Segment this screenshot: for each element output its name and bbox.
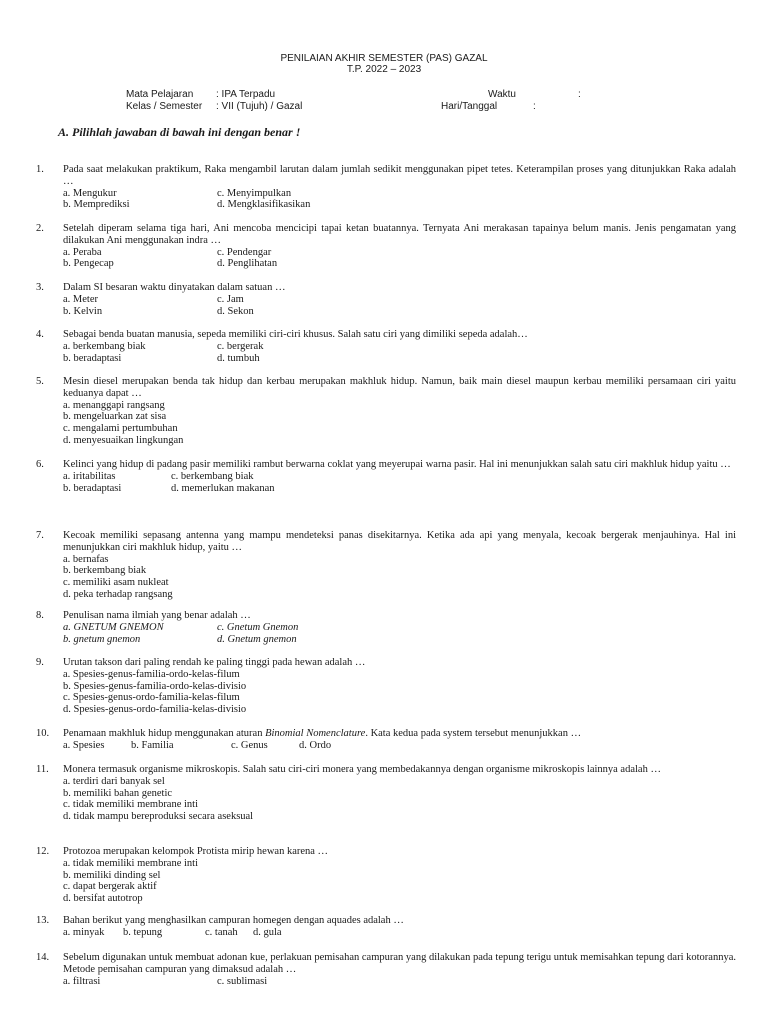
answer-options bbox=[63, 976, 736, 988]
question-text: Pada saat melakukan praktikum, Raka mengambil larutan dalam jumlah sedikit menggunakan pipet tetes. Keterampilan proses yang ditunjukkan Raka adalah … bbox=[63, 164, 736, 187]
exam-title: PENILAIAN AKHIR SEMESTER (PAS) GAZAL bbox=[280, 53, 488, 64]
answer-option[interactable]: c. Jam bbox=[217, 293, 244, 305]
answer-option[interactable]: d. Gnetum gnemon bbox=[217, 633, 297, 645]
question-text: Bahan berikut yang menghasilkan campuran homegen dengan aquades adalah … bbox=[63, 915, 404, 926]
answer-option[interactable]: a. tidak memiliki membrane inti bbox=[63, 857, 199, 869]
time-label: Waktu bbox=[488, 89, 516, 100]
time-value: : bbox=[578, 89, 581, 100]
answer-option[interactable]: d. Ordo bbox=[299, 739, 332, 751]
question-text: Kecoak memiliki sepasang antenna yang mampu mendeteksi panas disekitarnya. Ketika ada api yang menyala, kecoak bergerak menjauhinya. Hal ini menunjukkan ciri makhluk hidup, yaitu … bbox=[63, 530, 736, 553]
answer-option[interactable]: b. Familia bbox=[131, 739, 174, 751]
answer-option[interactable]: c. Gnetum Gnemon bbox=[217, 621, 299, 633]
answer-option[interactable]: c. Spesies-genus-ordo-familia-kelas-filum bbox=[63, 692, 240, 704]
answer-options bbox=[63, 927, 736, 939]
answer-option[interactable]: d. bersifat autotrop bbox=[63, 893, 143, 905]
answer-option[interactable]: d. Mengklasifikasikan bbox=[217, 199, 311, 211]
answer-options bbox=[63, 294, 736, 318]
answer-option[interactable]: c. dapat bergerak aktif bbox=[63, 881, 157, 893]
question-text: Sebagai benda buatan manusia, sepeda memiliki ciri-ciri khusus. Salah satu ciri yang dimiliki sepeda adalah… bbox=[63, 329, 528, 340]
answer-options bbox=[63, 188, 736, 212]
answer-option[interactable]: d. gula bbox=[253, 926, 282, 938]
answer-options bbox=[63, 858, 736, 905]
subject-label: Mata Pelajaran bbox=[126, 89, 194, 100]
answer-option[interactable]: c. Menyimpulkan bbox=[217, 187, 292, 199]
answer-option[interactable]: d. Sekon bbox=[217, 305, 254, 317]
question-number: 4. bbox=[36, 329, 44, 340]
answer-option[interactable]: c. sublimasi bbox=[217, 975, 268, 987]
section-heading: A. Pilihlah jawaban di bawah ini dengan benar ! bbox=[58, 125, 301, 139]
question-item bbox=[36, 282, 736, 317]
answer-option[interactable]: a. Spesies-genus-familia-ordo-kelas-filum bbox=[63, 668, 240, 680]
answer-option[interactable]: b. tepung bbox=[123, 926, 163, 938]
answer-option[interactable]: d. Penglihatan bbox=[217, 258, 278, 270]
answer-option[interactable]: a. menanggapi rangsang bbox=[63, 399, 165, 411]
answer-option[interactable]: a. filtrasi bbox=[63, 975, 101, 987]
answer-option[interactable]: a. Meter bbox=[63, 293, 98, 305]
answer-option[interactable]: b. memiliki dinding sel bbox=[63, 869, 161, 881]
question-number: 10. bbox=[36, 728, 50, 739]
question-item bbox=[36, 915, 736, 939]
answer-option[interactable]: c. Genus bbox=[231, 739, 268, 751]
question-text: Kelinci yang hidup di padang pasir memiliki rambut berwarna coklat yang meyerupai warna pasir. Hal ini menunjukkan salah satu ciri makhluk hidup yaitu … bbox=[63, 459, 731, 470]
question-number: 12. bbox=[36, 846, 50, 857]
question-item bbox=[36, 459, 736, 494]
question-item bbox=[36, 164, 736, 211]
question-text: Sebelum digunakan untuk membuat adonan kue, perlakuan pemisahan campuran yang dilakukan pada tepung terigu untuk memisahkan tepung dari kotorannya. Metode pemisahan campuran yang dimaksud adalah … bbox=[63, 952, 736, 975]
question-item bbox=[36, 728, 736, 752]
question-item bbox=[36, 223, 736, 270]
answer-option[interactable]: b. gnetum gnemon bbox=[63, 633, 141, 645]
answer-option[interactable]: d. tumbuh bbox=[217, 352, 260, 364]
answer-options bbox=[63, 471, 736, 495]
question-text: Monera termasuk organisme mikroskopis. Salah satu ciri-ciri monera yang membedakannya dengan organisme mikroskopis lainnya adalah … bbox=[63, 764, 661, 775]
answer-options bbox=[63, 740, 736, 752]
question-item bbox=[36, 657, 736, 716]
answer-option[interactable]: a. bernafas bbox=[63, 553, 109, 565]
answer-option[interactable]: b. Kelvin bbox=[63, 305, 103, 317]
question-text-part: Penamaan makhluk hidup menggunakan aturan bbox=[63, 728, 266, 739]
answer-option[interactable]: b. beradaptasi bbox=[63, 482, 122, 494]
answer-option[interactable]: b. Pengecap bbox=[63, 258, 114, 270]
answer-option[interactable]: b. berkembang biak bbox=[63, 565, 147, 577]
answer-options bbox=[63, 341, 736, 365]
answer-option[interactable]: a. iritabilitas bbox=[63, 470, 116, 482]
answer-option[interactable]: d. peka terhadap rangsang bbox=[63, 588, 173, 600]
answer-option[interactable]: a. GNETUM GNEMON bbox=[63, 621, 164, 633]
answer-option[interactable]: d. tidak mampu bereproduksi secara aseksual bbox=[63, 811, 254, 823]
question-number: 13. bbox=[36, 915, 50, 926]
answer-options bbox=[63, 776, 736, 823]
answer-option[interactable]: a. Spesies bbox=[63, 739, 105, 751]
answer-option[interactable]: c. mengalami pertumbuhan bbox=[63, 423, 178, 435]
answer-option[interactable]: a. minyak bbox=[63, 926, 105, 938]
question-number: 14. bbox=[36, 952, 50, 963]
question-text: Penulisan nama ilmiah yang benar adalah … bbox=[63, 610, 251, 621]
question-text: Dalam SI besaran waktu dinyatakan dalam satuan … bbox=[63, 282, 286, 293]
question-number: 8. bbox=[36, 610, 44, 621]
answer-options bbox=[63, 554, 736, 601]
question-item bbox=[36, 952, 736, 987]
answer-option[interactable]: b. mengeluarkan zat sisa bbox=[63, 411, 167, 423]
answer-option[interactable]: c. tanah bbox=[205, 926, 238, 938]
answer-option[interactable]: b. memiliki bahan genetic bbox=[63, 787, 173, 799]
answer-option[interactable]: c. berkembang biak bbox=[171, 470, 254, 482]
date-label: Hari/Tanggal bbox=[441, 101, 498, 112]
question-number: 9. bbox=[36, 657, 44, 668]
answer-options bbox=[63, 400, 736, 447]
question-item bbox=[36, 846, 736, 905]
question-text: Mesin diesel merupakan benda tak hidup dan kerbau merupakan makhluk hidup. Namun, baik main diesel maupun kerbau memiliki persamaan ciri yaitu keduanya dapat … bbox=[63, 376, 736, 399]
answer-option[interactable]: d. Spesies-genus-ordo-familia-kelas-divisio bbox=[63, 704, 247, 716]
answer-option[interactable]: c. memiliki asam nukleat bbox=[63, 577, 169, 589]
question-text: Urutan takson dari paling rendah ke paling tinggi pada hewan adalah … bbox=[63, 657, 366, 668]
answer-option[interactable]: b. Memprediksi bbox=[63, 199, 130, 211]
question-item bbox=[36, 530, 736, 601]
question-text: Protozoa merupakan kelompok Protista mirip hewan karena … bbox=[63, 846, 329, 857]
answer-options bbox=[63, 669, 736, 716]
question-text: Setelah diperam selama tiga hari, Ani mencoba mencicipi tapai ketan buatannya. Ternyata Ani merakasan tapainya belum manis. Jenis pengamatan yang dilakukan Ani menggunakan indra … bbox=[63, 223, 736, 246]
question-text bbox=[63, 728, 736, 740]
question-text-italic: Binomial Nomenclature bbox=[265, 728, 366, 739]
question-number: 2. bbox=[36, 223, 44, 234]
answer-option[interactable]: d. menyesuaikan lingkungan bbox=[63, 434, 184, 446]
question-number: 6. bbox=[36, 459, 44, 470]
class-label: Kelas / Semester bbox=[126, 101, 203, 112]
answer-options bbox=[63, 622, 736, 646]
question-number: 1. bbox=[36, 164, 44, 175]
question-number: 5. bbox=[36, 376, 44, 387]
answer-option[interactable]: a. Peraba bbox=[63, 246, 102, 258]
answer-option[interactable]: b. Spesies-genus-familia-ordo-kelas-divisio bbox=[63, 680, 247, 692]
class-value: : VII (Tujuh) / Gazal bbox=[216, 101, 303, 112]
answer-option[interactable]: b. beradaptasi bbox=[63, 352, 122, 364]
question-text-part: . Kata kedua pada system tersebut menunjukkan … bbox=[365, 728, 582, 739]
date-value: : bbox=[533, 101, 536, 112]
subject-value: : IPA Terpadu bbox=[216, 89, 276, 100]
question-item bbox=[36, 376, 736, 447]
answer-option[interactable]: a. Mengukur bbox=[63, 187, 117, 199]
question-item bbox=[36, 329, 736, 364]
question-item bbox=[36, 610, 736, 645]
exam-year: T.P. 2022 – 2023 bbox=[346, 64, 422, 75]
answer-option[interactable]: c. Pendengar bbox=[217, 246, 272, 258]
answer-option[interactable]: a. terdiri dari banyak sel bbox=[63, 775, 165, 787]
answer-option[interactable]: d. memerlukan makanan bbox=[171, 482, 275, 494]
answer-option[interactable]: c. bergerak bbox=[217, 340, 264, 352]
question-number: 3. bbox=[36, 282, 44, 293]
answer-options bbox=[63, 247, 736, 271]
answer-option[interactable]: c. tidak memiliki membrane inti bbox=[63, 799, 199, 811]
question-item bbox=[36, 764, 736, 823]
question-number: 11. bbox=[36, 764, 49, 775]
answer-option[interactable]: a. berkembang biak bbox=[63, 340, 146, 352]
question-number: 7. bbox=[36, 530, 44, 541]
